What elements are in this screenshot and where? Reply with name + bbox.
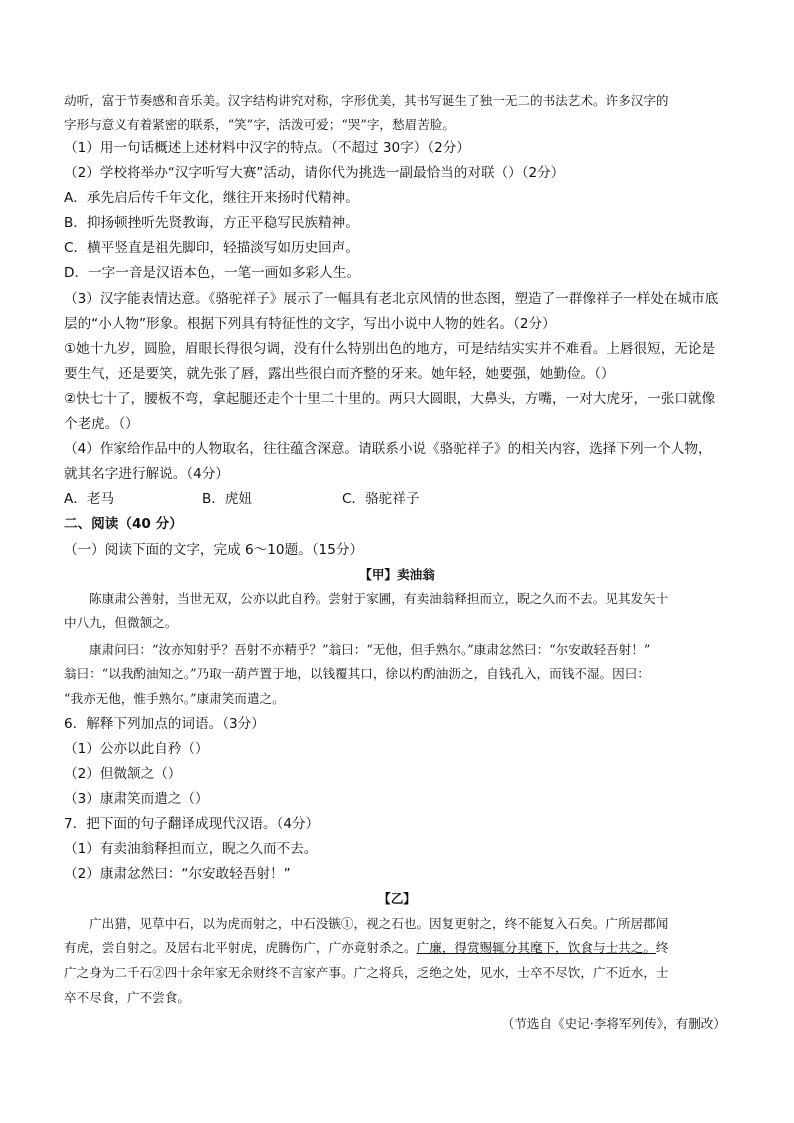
question-6: 6．解释下列加点的词语。（3分）	[64, 716, 265, 732]
choice-c: C．骆驼祥子	[342, 491, 420, 507]
passage-b-line: 广之身为二千石②四十余年家无余财终不言家产事。广之将兵，乏绝之处，见水，士卒不尽饮，广不近水，士	[64, 965, 669, 980]
character-clue-1: ①她十九岁，圆脸，眉眼长得很匀调，没有什么特别出色的地方，可是结结实实并不难看。上唇很短，无论是	[64, 341, 716, 357]
passage-a-line: 中八九，但微颔之。	[64, 615, 178, 630]
passage-b-title: 【乙】	[378, 891, 416, 906]
character-clue-2: ②快七十了，腰板不弯，拿起腿还走个十里二十里的。两只大圆眼，大鼻头，方嘴，一对大虎牙，一张口就像	[64, 391, 716, 407]
choice-b: B．虎妞	[202, 491, 253, 507]
question-5-1: （1）用一句话概述上述材料中汉字的特点。（不超过 30字）（2分）	[64, 140, 470, 156]
passage-b-text: 终	[655, 940, 669, 955]
question-5-3: （3）汉字能表情达意。《骆驼祥子》展示了一幅具有老北京风情的世态图，塑造了一群像祥子一样处在城市底	[64, 291, 719, 307]
character-clue-1-cont: 要生气，还是要笑，就先张了唇，露出些很白而齐整的牙来。她年轻，她要强，她勤俭。（）	[64, 366, 615, 382]
passage-a-title: 【甲】卖油翁	[359, 567, 435, 582]
passage-a-line: 翁曰：“以我酌油知之。”乃取一葫芦置于地，以钱覆其口，徐以杓酌油沥之，自钱孔入，而钱不湿。因曰：	[64, 666, 650, 681]
passage-b-line	[64, 938, 734, 958]
question-6-3: （3）康肃笑而遣之（）	[64, 791, 209, 807]
question-5-2: （2）学校将举办“汉字听写大赛”活动，请你代为挑选一副最恰当的对联（）（2分）	[64, 165, 565, 181]
material-text-line: 动听，富于节奏感和音乐美。汉字结构讲究对称，字形优美，其书写诞生了独一无二的书法艺术。许多汉字的	[64, 93, 669, 108]
passage-b-line: 卒不尽食，广不尝食。	[64, 990, 190, 1005]
option-a: A．承先启后传千年文化，继往开来扬时代精神。	[64, 190, 359, 206]
question-6-2: （2）但微颔之（）	[64, 766, 182, 782]
question-5-4: （4）作家给作品中的人物取名，往往蕴含深意。请联系小说《骆驼祥子》的相关内容，选择下列一个人物，	[64, 441, 712, 457]
character-clue-2-cont: 个老虎。（）	[64, 416, 139, 432]
option-b: B．抑扬顿挫听先贤教诲，方正平稳写民族精神。	[64, 215, 359, 231]
choice-row	[64, 489, 734, 509]
option-c: C．横平竖直是祖先脚印，轻描淡写如历史回声。	[64, 240, 359, 256]
question-7: 7．把下面的句子翻译成现代汉语。（4分）	[64, 816, 320, 832]
question-7-1: （1）有卖油翁释担而立，睨之久而不去。	[64, 841, 318, 857]
material-text-line: 字形与意义有着紧密的联系，“笑”字，活泼可爱；“哭”字，愁眉苦脸。	[64, 117, 455, 132]
passage-a-line: 康肃问曰：“汝亦知射乎？吾射不亦精乎？”翁曰：“无他，但手熟尔。”康肃忿然曰：“尔安敢轻吾射！”	[89, 642, 651, 657]
question-6-1: （1）公亦以此自矜（）	[64, 741, 209, 757]
passage-b-line: 广出猎，见草中石，以为虎而射之，中石没镞①，视之石也。因复更射之，终不能复入石矣。广所居郡闻	[89, 916, 669, 931]
underlined-sentence: 广廉，得赏赐辄分其麾下，饮食与士共之。	[416, 940, 656, 955]
section-heading: 二、阅读（40 分）	[64, 516, 183, 532]
question-5-4-cont: 就其名字进行解说。（4分）	[64, 466, 229, 482]
passage-a-line: “我亦无他，惟手熟尔。”康肃笑而遣之。	[64, 691, 285, 706]
question-7-2: （2）康肃忿然曰：“尔安敢轻吾射！”	[64, 866, 291, 882]
reading-instruction: （一）阅读下面的文字，完成 6～10题。（15分）	[64, 542, 364, 558]
option-d: D．一字一音是汉语本色，一笔一画如多彩人生。	[64, 265, 360, 281]
passage-a-line: 陈康肃公善射，当世无双，公亦以此自矜。尝射于家圃，有卖油翁释担而立，睨之久而不去。见其发矢十	[89, 591, 669, 606]
passage-b-text: 有虎，尝自射之。及居右北平射虎，虎腾伤广，广亦竟射杀之。	[64, 940, 417, 955]
choice-a: A．老马	[64, 491, 115, 507]
source-note: （节选自《史记·李将军列传》，有删改）	[501, 1016, 726, 1031]
question-5-3-cont: 层的“小人物”形象。根据下列具有特征性的文字，写出小说中人物的姓名。（2分）	[64, 316, 556, 332]
